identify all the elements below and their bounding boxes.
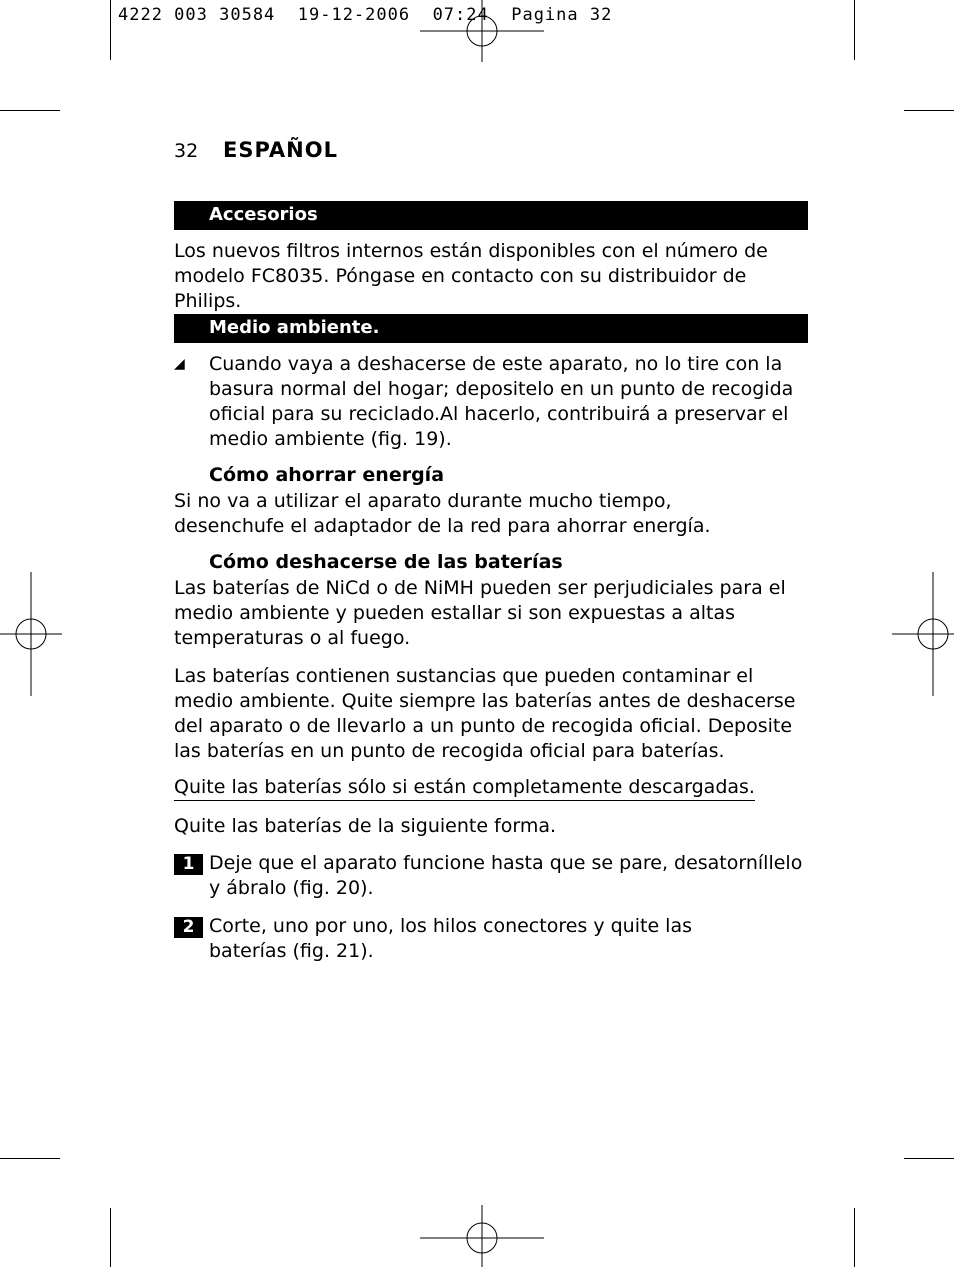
accessories-text: Los nuevos filtros internos están disponibles con el número de modelo FC8035. Póngase en contacto con su distribuidor de Philips. (174, 240, 768, 312)
bullet-icon: ◢ (174, 356, 185, 372)
save-energy-heading: Cómo ahorrar energía (209, 464, 445, 486)
save-energy-text: Si no va a utilizar el aparato durante mucho tiempo, desenchufe el adaptador de la red para ahorrar energía. (174, 490, 711, 537)
section-bar-accessories (174, 201, 808, 230)
crop-mark (110, 1208, 111, 1267)
crop-mark (854, 1208, 855, 1267)
step-number-badge: 2 (174, 917, 203, 938)
registration-mark-icon (420, 1205, 544, 1267)
print-slug: 4222 003 30584 19-12-2006 07:24 Pagina 32 (118, 5, 613, 25)
crop-mark (854, 0, 855, 60)
crop-mark (904, 1158, 954, 1159)
environment-bullet-text: Cuando vaya a deshacerse de este aparato, no lo tire con la basura normal del hogar; depositelo en un punto de recogida oficial para su reciclado.Al hacerlo, contribuirá a preservar el medio ambiente (fig. 19). (209, 353, 794, 450)
step-text: Deje que el aparato funcione hasta que se pare, desatorníllelo y ábralo (fig. 20). (209, 852, 803, 899)
crop-mark (904, 110, 954, 111)
batteries-heading: Cómo deshacerse de las baterías (209, 551, 563, 573)
step-number-badge: 1 (174, 854, 203, 875)
crop-mark (0, 110, 60, 111)
crop-mark (110, 0, 111, 60)
batteries-text-1: Las baterías de NiCd o de NiMH pueden ser perjudiciales para el medio ambiente y pueden estallar si son expuestas a altas temperaturas o al fuego. (174, 577, 786, 649)
section-title: Medio ambiente. (209, 317, 380, 338)
crop-mark (0, 1158, 60, 1159)
section-bar-environment (174, 314, 808, 343)
section-title: Accesorios (209, 204, 318, 225)
page-number: 32 (174, 140, 199, 162)
step-text: Corte, uno por uno, los hilos conectores y quite las baterías (fig. 21). (209, 915, 693, 962)
registration-mark-icon (0, 572, 62, 696)
language-heading: ESPAÑOL (223, 138, 338, 162)
batteries-warning: Quite las baterías sólo si están completamente descargadas. (174, 776, 755, 801)
batteries-intro: Quite las baterías de la siguiente forma. (174, 815, 557, 837)
batteries-text-2: Las baterías contienen sustancias que pueden contaminar el medio ambiente. Quite siempre las baterías antes de deshacerse del aparato o de llevarlo a un punto de recogida oficial. Deposite las baterías en un punto de recogida oficial para baterías. (174, 665, 796, 762)
registration-mark-icon (892, 572, 954, 696)
